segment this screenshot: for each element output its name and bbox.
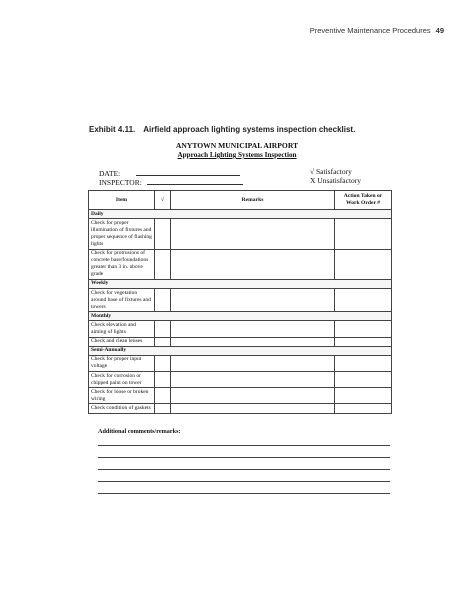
table-row — [89, 404, 392, 413]
table-row — [89, 249, 392, 279]
table-row — [89, 337, 392, 346]
legend-unsatisfactory: X Unsatisfactory — [310, 176, 362, 185]
section-heading: Semi-Annually — [89, 346, 392, 355]
action-cell[interactable] — [335, 372, 392, 388]
exhibit-caption: Airfield approach lighting systems inspection checklist. — [143, 125, 356, 134]
section-heading: Weekly — [89, 279, 392, 288]
airport-name: ANYTOWN MUNICIPAL AIRPORT — [175, 141, 299, 150]
remarks-cell[interactable] — [171, 372, 335, 388]
table-row — [89, 372, 392, 388]
remarks-cell[interactable] — [171, 404, 335, 413]
date-line[interactable] — [136, 168, 240, 176]
item-cell: Check for proper input voltage — [89, 355, 155, 371]
remarks-cell[interactable] — [171, 219, 335, 249]
comment-line[interactable] — [98, 469, 390, 470]
item-cell: Check for proper illumination of fixtures and proper sequence of flashing lights — [89, 219, 155, 249]
remarks-cell[interactable] — [171, 388, 335, 404]
check-cell[interactable] — [155, 219, 171, 249]
action-cell[interactable] — [335, 337, 392, 346]
col-check-header: √ — [155, 191, 171, 210]
check-cell[interactable] — [155, 388, 171, 404]
comment-line[interactable] — [98, 493, 390, 494]
action-cell[interactable] — [335, 219, 392, 249]
item-cell: Check for loose or broken wiring — [89, 388, 155, 404]
action-cell[interactable] — [335, 321, 392, 337]
remarks-cell[interactable] — [171, 249, 335, 279]
inspection-checklist-table — [88, 190, 392, 414]
col-item-header: Item — [89, 191, 155, 210]
item-cell: Check for corrosion or chipped paint on tower — [89, 372, 155, 388]
check-cell[interactable] — [155, 288, 171, 311]
section-heading: Daily — [89, 210, 392, 219]
exhibit-title — [89, 125, 355, 134]
check-cell[interactable] — [155, 355, 171, 371]
section-row — [89, 346, 392, 355]
action-cell[interactable] — [335, 404, 392, 413]
comment-line[interactable] — [98, 481, 390, 482]
table-row — [89, 321, 392, 337]
legend-satisfactory: √ Satisfactory — [310, 167, 352, 176]
comment-line[interactable] — [98, 445, 390, 446]
action-cell[interactable] — [335, 355, 392, 371]
col-remarks-header: Remarks — [171, 191, 335, 210]
running-title: Preventive Maintenance Procedures — [309, 26, 431, 35]
item-cell: Check condition of gaskets — [89, 404, 155, 413]
check-cell[interactable] — [155, 404, 171, 413]
remarks-cell[interactable] — [171, 288, 335, 311]
remarks-cell[interactable] — [171, 321, 335, 337]
section-row — [89, 210, 392, 219]
action-cell[interactable] — [335, 249, 392, 279]
item-cell: Check for protrusions of concrete base/foundations greater than 3 in. above grade — [89, 249, 155, 279]
date-label: DATE: — [99, 169, 121, 178]
table-row — [89, 288, 392, 311]
table-body — [89, 210, 392, 413]
table-row — [89, 388, 392, 404]
comment-line[interactable] — [98, 457, 390, 458]
check-cell[interactable] — [155, 372, 171, 388]
comments-label: Additional comments/remarks: — [98, 428, 181, 435]
action-cell[interactable] — [335, 388, 392, 404]
section-row — [89, 279, 392, 288]
table-row — [89, 355, 392, 371]
exhibit-label: Exhibit 4.11. — [89, 125, 136, 134]
section-row — [89, 312, 392, 321]
section-heading: Monthly — [89, 312, 392, 321]
check-cell[interactable] — [155, 321, 171, 337]
remarks-cell[interactable] — [171, 337, 335, 346]
page-number: 49 — [435, 26, 444, 35]
form-subtitle: Approach Lighting Systems Inspection — [177, 151, 297, 159]
item-cell: Check elevation and aiming of lights — [89, 321, 155, 337]
running-header — [310, 26, 444, 35]
action-cell[interactable] — [335, 288, 392, 311]
item-cell: Check for vegetation around base of fixtures and towers — [89, 288, 155, 311]
table-row — [89, 219, 392, 249]
item-cell: Check and clean lenses — [89, 337, 155, 346]
inspector-field — [99, 177, 243, 187]
check-cell[interactable] — [155, 337, 171, 346]
check-cell[interactable] — [155, 249, 171, 279]
inspector-label: INSPECTOR: — [99, 178, 142, 187]
inspector-line[interactable] — [147, 177, 243, 185]
table-header-row — [89, 191, 392, 210]
col-action-header: Action Taken or Work Order # — [335, 191, 392, 210]
remarks-cell[interactable] — [171, 355, 335, 371]
